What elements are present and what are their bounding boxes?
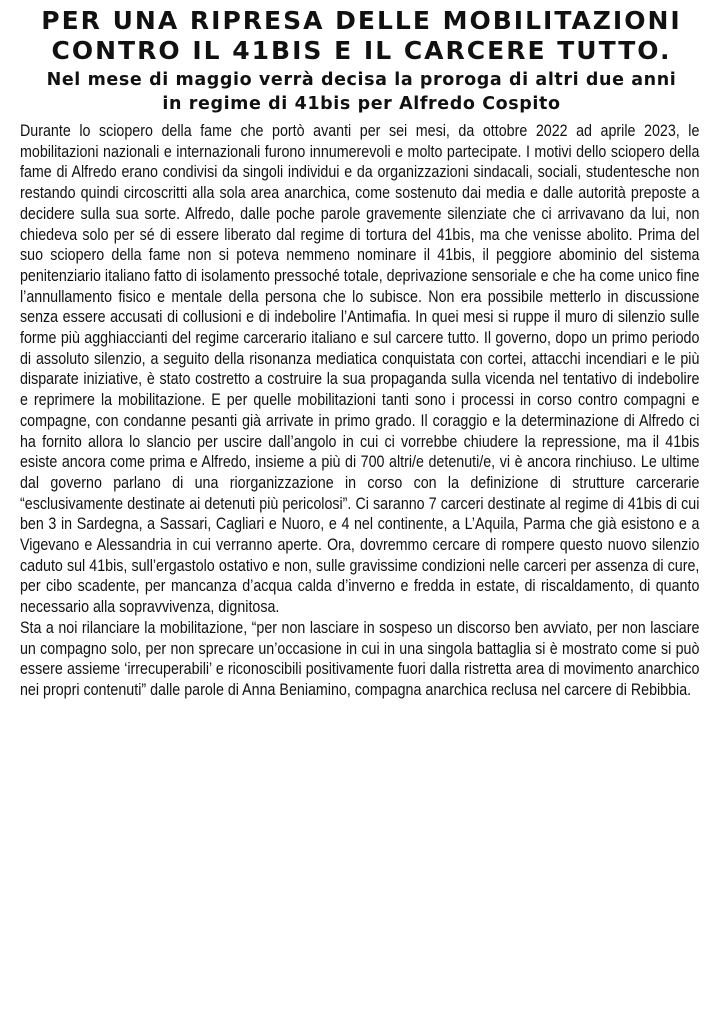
- article-paragraph-1: Durante lo sciopero della fame che portò avanti per sei mesi, da ottobre 2022 ad aprile 2023, le mobilitazioni nazionali e internazionali furono innumerevoli e molto partecipate. I motivi dello sciopero della fame di Alfredo erano condivisi da singoli individui e da organizzazioni sindacali, sociali, studentesche non restando quindi circoscritti alla sola area anarchica, come sostenuto dai media e dalle autorità preposte a decidere sulla sua sorte. Alfredo, dalle poche parole gravemente silenziate che ci arrivavano da lui, non chiedeva solo per sé di essere liberato dal regime di tortura del 41bis, ma che venisse abolito. Prima del suo sciopero della fame non si poteva nemmeno nominare il 41bis, il peggiore abominio del sistema penitenziario italiano fatto di isolamento pressoché totale, deprivazione sensoriale e che ha come unico fine l’annullamento fisico e mentale della persona che lo subisce. Non era possibile metterlo in discussione senza essere accusati di collusioni e di indebolire l’Antimafia. In quei mesi si ruppe il muro di silenzio sulle forme più agghiaccianti del regime carcerario italiano e sul carcere tutto. Il governo, dopo un primo periodo di assoluto silenzio, a seguito della risonanza mediatica conquistata con cortei, attacchi incendiari e le più disparate iniziative, è stato costretto a costruire la sua propaganda sulla vicenda nel tentativo di indebolire e reprimere la mobilitazione. E per quelle mobilitazioni tanti sono i processi in corso contro compagni e compagne, con condanne pesanti già arrivate in primo grado. Il coraggio e la determinazione di Alfredo ci ha fornito allora lo slancio per uscire dall’angolo in cui ci vorrebbe chiudere la repressione, ma il 41bis esiste ancora come prima e Alfredo, insieme a più di 700 altri/e detenuti/e, vi è ancora rinchiuso. Le ultime dal governo parlano di una riorganizzazione in corso con la definizione di strutture carcerarie “esclusivamente destinate ai detenuti più pericolosi”. Ci saranno 7 carceri destinate al regime di 41bis di cui ben 3 in Sardegna, a Sassari, Cagliari e Nuoro, e 4 nel continente, a L’Aquila, Parma che già esistono e a Vigevano e Alessandria in cui verranno aperte. Ora, dovremmo cercare di rompere questo nuovo silenzio caduto sul 41bis, sull’ergastolo ostativo e non, sulle gravissime condizioni nelle carceri per assenza di cure, per cibo scadente, per mancanza d’acqua calda d’inverno e fredda in estate, di riscaldamento, di quanto necessario alla sopravvivenza, dignitosa.: [20, 121, 700, 617]
- subheadline: Nel mese di maggio verrà decisa la proroga di altri due anni in regime di 41bis per Alfredo Cospito: [46, 70, 677, 114]
- article-body: [20, 121, 699, 701]
- headline: PER UNA RIPRESA DELLE MOBILITAZIONI CONTRO IL 41BIS E IL CARCERE TUTTO.: [41, 6, 682, 65]
- article-paragraph-2: Sta a noi rilanciare la mobilitazione, “per non lasciare in sospeso un discorso ben avviato, per non lasciare un compagno solo, per non sprecare un’occasione in cui in una singola battaglia si è mostrato come si può essere assieme ‘irrecuperabili’ e riconoscibili positivamente fuori dalla ristretta area di movimento anarchico nei propri contenuti” dalle parole di Anna Beniamino, compagna anarchica reclusa nel carcere di Rebibbia.: [20, 617, 700, 699]
